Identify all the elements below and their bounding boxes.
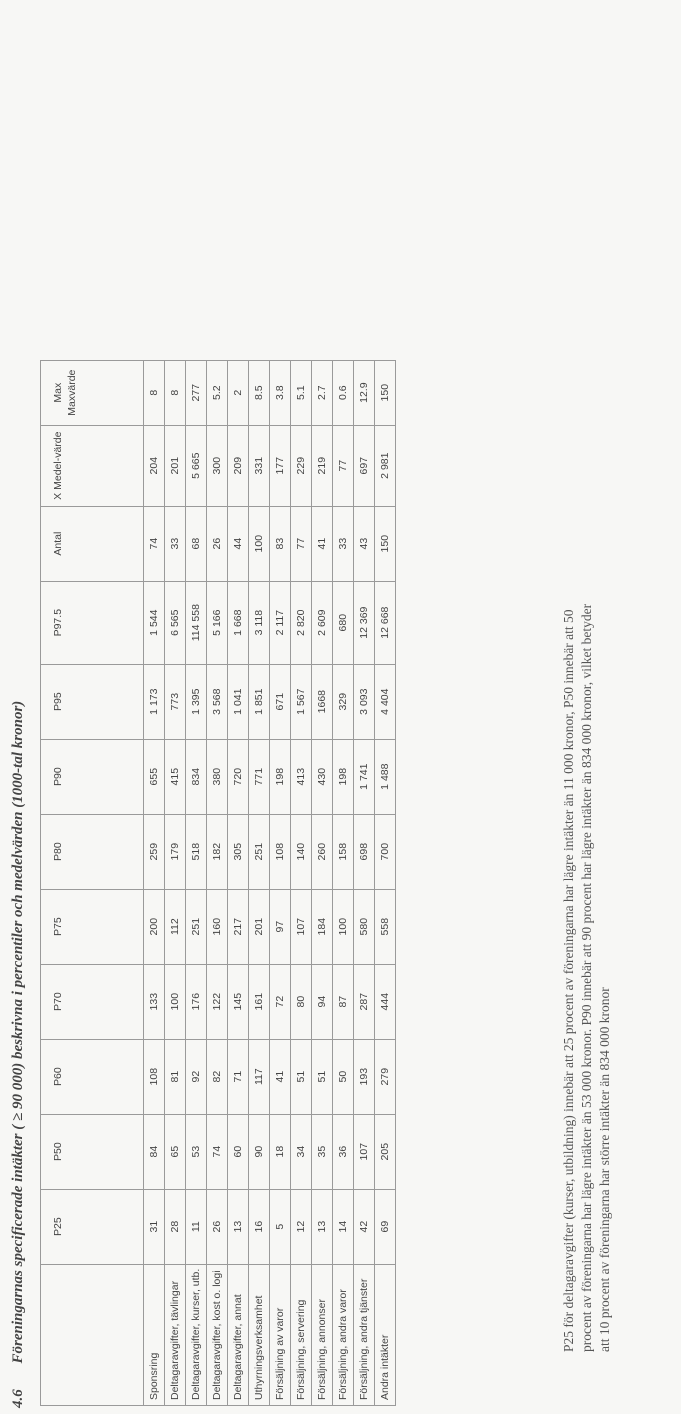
table-cell: 53 xyxy=(186,1114,207,1189)
table-cell: 3.8 xyxy=(270,360,291,425)
column-header: P70 xyxy=(41,964,144,1039)
table-cell: 209 xyxy=(228,425,249,506)
table-cell: 14 xyxy=(333,1189,354,1264)
table-cell: 259 xyxy=(144,814,165,889)
table-row xyxy=(186,360,207,1405)
table-cell: 331 xyxy=(249,425,270,506)
table-cell: 198 xyxy=(270,739,291,814)
table-cell: 1 567 xyxy=(291,664,312,739)
table-cell: 13 xyxy=(228,1189,249,1264)
table-cell: 680 xyxy=(333,581,354,664)
table-row xyxy=(291,360,312,1405)
table-cell: 107 xyxy=(291,889,312,964)
table-header-row xyxy=(41,360,144,1405)
table-cell: 4 404 xyxy=(375,664,396,739)
table-cell: 430 xyxy=(312,739,333,814)
table-cell: 251 xyxy=(249,814,270,889)
table-cell: 100 xyxy=(333,889,354,964)
table-cell: 5.2 xyxy=(207,360,228,425)
table-row xyxy=(228,360,249,1405)
table-title: Föreningarnas specificerade intäkter ( ≥ 90 000) beskrivna i percentiler och medelvärden (1000-tal kronor) xyxy=(10,700,26,1364)
table-cell: 94 xyxy=(312,964,333,1039)
row-label: Försäljning av varor xyxy=(270,1264,291,1405)
row-label: Deltagaravgifter, tävlingar xyxy=(165,1264,186,1405)
column-header xyxy=(41,1264,144,1405)
table-cell: 112 xyxy=(165,889,186,964)
table-cell: 51 xyxy=(291,1039,312,1114)
table-cell: 26 xyxy=(207,506,228,581)
table-cell: 698 xyxy=(354,814,375,889)
table-cell: 150 xyxy=(375,360,396,425)
table-cell: 8 xyxy=(144,360,165,425)
column-header: Antal xyxy=(41,506,144,581)
table-cell: 77 xyxy=(333,425,354,506)
table-cell: 558 xyxy=(375,889,396,964)
table-cell: 1 395 xyxy=(186,664,207,739)
row-label: Försäljning, annonser xyxy=(312,1264,333,1405)
footnote-line: att 10 procent av föreningarna har större intäkter än 834 000 kronor xyxy=(597,987,612,1352)
table-cell: 329 xyxy=(333,664,354,739)
table-cell: 580 xyxy=(354,889,375,964)
table-row xyxy=(144,360,165,1405)
income-percentile-table xyxy=(40,360,396,1406)
table-cell: 700 xyxy=(375,814,396,889)
column-header: P60 xyxy=(41,1039,144,1114)
table-cell: 201 xyxy=(165,425,186,506)
table-cell: 74 xyxy=(144,506,165,581)
table-row xyxy=(249,360,270,1405)
column-header: P25 xyxy=(41,1189,144,1264)
table-cell: 2 981 xyxy=(375,425,396,506)
table-cell: 69 xyxy=(375,1189,396,1264)
table-cell: 44 xyxy=(228,506,249,581)
footnote-line: procent av föreningarna har lägre intäkter än 53 000 kronor. P90 innebär att 90 procent har lägre intäkter än 834 000 kronor, vilket betyder xyxy=(579,603,594,1352)
table-cell: 415 xyxy=(165,739,186,814)
table-cell: 8.5 xyxy=(249,360,270,425)
table-cell: 51 xyxy=(312,1039,333,1114)
table-cell: 251 xyxy=(186,889,207,964)
table-cell: 229 xyxy=(291,425,312,506)
table-cell: 87 xyxy=(333,964,354,1039)
table-cell: 287 xyxy=(354,964,375,1039)
table-cell: 518 xyxy=(186,814,207,889)
table-cell: 217 xyxy=(228,889,249,964)
table-cell: 771 xyxy=(249,739,270,814)
table-cell: 204 xyxy=(144,425,165,506)
table-cell: 60 xyxy=(228,1114,249,1189)
row-label: Deltagaravgifter, kost o. logi xyxy=(207,1264,228,1405)
table-cell: 184 xyxy=(312,889,333,964)
table-cell: 176 xyxy=(186,964,207,1039)
table-cell: 5.1 xyxy=(291,360,312,425)
footnote-line: P25 för deltagaravgifter (kurser, utbildning) innebär att 25 procent av föreningarna har lägre intäkter än 11 000 kronor, P50 innebär att 50 xyxy=(561,609,576,1352)
table-cell: 100 xyxy=(165,964,186,1039)
table-cell: 82 xyxy=(207,1039,228,1114)
table-cell: 1 741 xyxy=(354,739,375,814)
table-cell: 50 xyxy=(333,1039,354,1114)
table-cell: 107 xyxy=(354,1114,375,1189)
table-cell: 1 544 xyxy=(144,581,165,664)
table-cell: 1668 xyxy=(312,664,333,739)
table-row xyxy=(312,360,333,1405)
table-cell: 11 xyxy=(186,1189,207,1264)
table-cell: 161 xyxy=(249,964,270,1039)
table-cell: 97 xyxy=(270,889,291,964)
table-cell: 1 041 xyxy=(228,664,249,739)
table-cell: 12 369 xyxy=(354,581,375,664)
table-cell: 83 xyxy=(270,506,291,581)
row-label: Sponsring xyxy=(144,1264,165,1405)
table-cell: 5 xyxy=(270,1189,291,1264)
table-row xyxy=(375,360,396,1405)
table-row xyxy=(270,360,291,1405)
table-cell: 300 xyxy=(207,425,228,506)
table-cell: 201 xyxy=(249,889,270,964)
table-row xyxy=(333,360,354,1405)
table-cell: 279 xyxy=(375,1039,396,1114)
table-cell: 18 xyxy=(270,1114,291,1189)
table-cell: 92 xyxy=(186,1039,207,1114)
table-cell: 74 xyxy=(207,1114,228,1189)
table-cell: 42 xyxy=(354,1189,375,1264)
table-cell: 720 xyxy=(228,739,249,814)
table-cell: 205 xyxy=(375,1114,396,1189)
table-row xyxy=(165,360,186,1405)
table-cell: 13 xyxy=(312,1189,333,1264)
row-label: Försäljning, andra tjänster xyxy=(354,1264,375,1405)
table-cell: 122 xyxy=(207,964,228,1039)
table-cell: 0.6 xyxy=(333,360,354,425)
table-cell: 68 xyxy=(186,506,207,581)
table-cell: 179 xyxy=(165,814,186,889)
table-cell: 100 xyxy=(249,506,270,581)
column-header: P95 xyxy=(41,664,144,739)
table-cell: 90 xyxy=(249,1114,270,1189)
table-cell: 1 488 xyxy=(375,739,396,814)
table-cell: 5 166 xyxy=(207,581,228,664)
table-cell: 8 xyxy=(165,360,186,425)
table-cell: 697 xyxy=(354,425,375,506)
table-cell: 2 xyxy=(228,360,249,425)
table-cell: 108 xyxy=(144,1039,165,1114)
table-cell: 81 xyxy=(165,1039,186,1114)
table-cell: 72 xyxy=(270,964,291,1039)
table-cell: 834 xyxy=(186,739,207,814)
row-label: Försäljning, servering xyxy=(291,1264,312,1405)
column-header: Max Maxvärde xyxy=(41,360,144,425)
table-cell: 198 xyxy=(333,739,354,814)
table-body xyxy=(144,360,396,1405)
table-cell: 773 xyxy=(165,664,186,739)
table-cell: 413 xyxy=(291,739,312,814)
table-cell: 36 xyxy=(333,1114,354,1189)
table-cell: 84 xyxy=(144,1114,165,1189)
table-cell: 6 565 xyxy=(165,581,186,664)
table-cell: 80 xyxy=(291,964,312,1039)
table-cell: 133 xyxy=(144,964,165,1039)
row-label: Försäljning, andra varor xyxy=(333,1264,354,1405)
row-label: Andra intäkter xyxy=(375,1264,396,1405)
table-cell: 277 xyxy=(186,360,207,425)
table-cell: 41 xyxy=(312,506,333,581)
table-cell: 33 xyxy=(165,506,186,581)
table-cell: 140 xyxy=(291,814,312,889)
table-cell: 71 xyxy=(228,1039,249,1114)
table-cell: 182 xyxy=(207,814,228,889)
column-header: P50 xyxy=(41,1114,144,1189)
table-cell: 35 xyxy=(312,1114,333,1189)
table-cell: 31 xyxy=(144,1189,165,1264)
table-cell: 158 xyxy=(333,814,354,889)
table-cell: 77 xyxy=(291,506,312,581)
table-cell: 26 xyxy=(207,1189,228,1264)
table-cell: 1 668 xyxy=(228,581,249,664)
table-row xyxy=(354,360,375,1405)
column-header: P75 xyxy=(41,889,144,964)
table-cell: 655 xyxy=(144,739,165,814)
table-cell: 380 xyxy=(207,739,228,814)
table-cell: 41 xyxy=(270,1039,291,1114)
table-cell: 5 665 xyxy=(186,425,207,506)
table-cell: 2.7 xyxy=(312,360,333,425)
table-cell: 145 xyxy=(228,964,249,1039)
table-cell: 65 xyxy=(165,1114,186,1189)
table-cell: 2 609 xyxy=(312,581,333,664)
row-label: Deltagaravgifter, kurser, utb. xyxy=(186,1264,207,1405)
table-cell: 305 xyxy=(228,814,249,889)
table-cell: 1 173 xyxy=(144,664,165,739)
column-header: P90 xyxy=(41,739,144,814)
table-cell: 16 xyxy=(249,1189,270,1264)
table-cell: 150 xyxy=(375,506,396,581)
table-cell: 3 093 xyxy=(354,664,375,739)
table-cell: 219 xyxy=(312,425,333,506)
table-cell: 200 xyxy=(144,889,165,964)
table-cell: 114 558 xyxy=(186,581,207,664)
table-cell: 117 xyxy=(249,1039,270,1114)
table-cell: 108 xyxy=(270,814,291,889)
table-row xyxy=(207,360,228,1405)
table-cell: 2 117 xyxy=(270,581,291,664)
table-cell: 3 118 xyxy=(249,581,270,664)
table-cell: 43 xyxy=(354,506,375,581)
table-number: 4.6 xyxy=(10,1389,26,1408)
table-cell: 671 xyxy=(270,664,291,739)
footnote xyxy=(560,332,614,1352)
table-cell: 28 xyxy=(165,1189,186,1264)
table-cell: 444 xyxy=(375,964,396,1039)
table-cell: 160 xyxy=(207,889,228,964)
table-cell: 193 xyxy=(354,1039,375,1114)
column-header: P97.5 xyxy=(41,581,144,664)
row-label: Deltagaravgifter, annat xyxy=(228,1264,249,1405)
table-cell: 12 668 xyxy=(375,581,396,664)
table-cell: 2 820 xyxy=(291,581,312,664)
table-cell: 34 xyxy=(291,1114,312,1189)
table-cell: 12.9 xyxy=(354,360,375,425)
table-cell: 177 xyxy=(270,425,291,506)
table-heading xyxy=(10,701,27,1408)
table-cell: 260 xyxy=(312,814,333,889)
table-cell: 33 xyxy=(333,506,354,581)
row-label: Uthyrningsverksamhet xyxy=(249,1264,270,1405)
column-header: P80 xyxy=(41,814,144,889)
column-header: X Medel-värde xyxy=(41,425,144,506)
table-cell: 1 851 xyxy=(249,664,270,739)
table-cell: 3 568 xyxy=(207,664,228,739)
table-cell: 12 xyxy=(291,1189,312,1264)
